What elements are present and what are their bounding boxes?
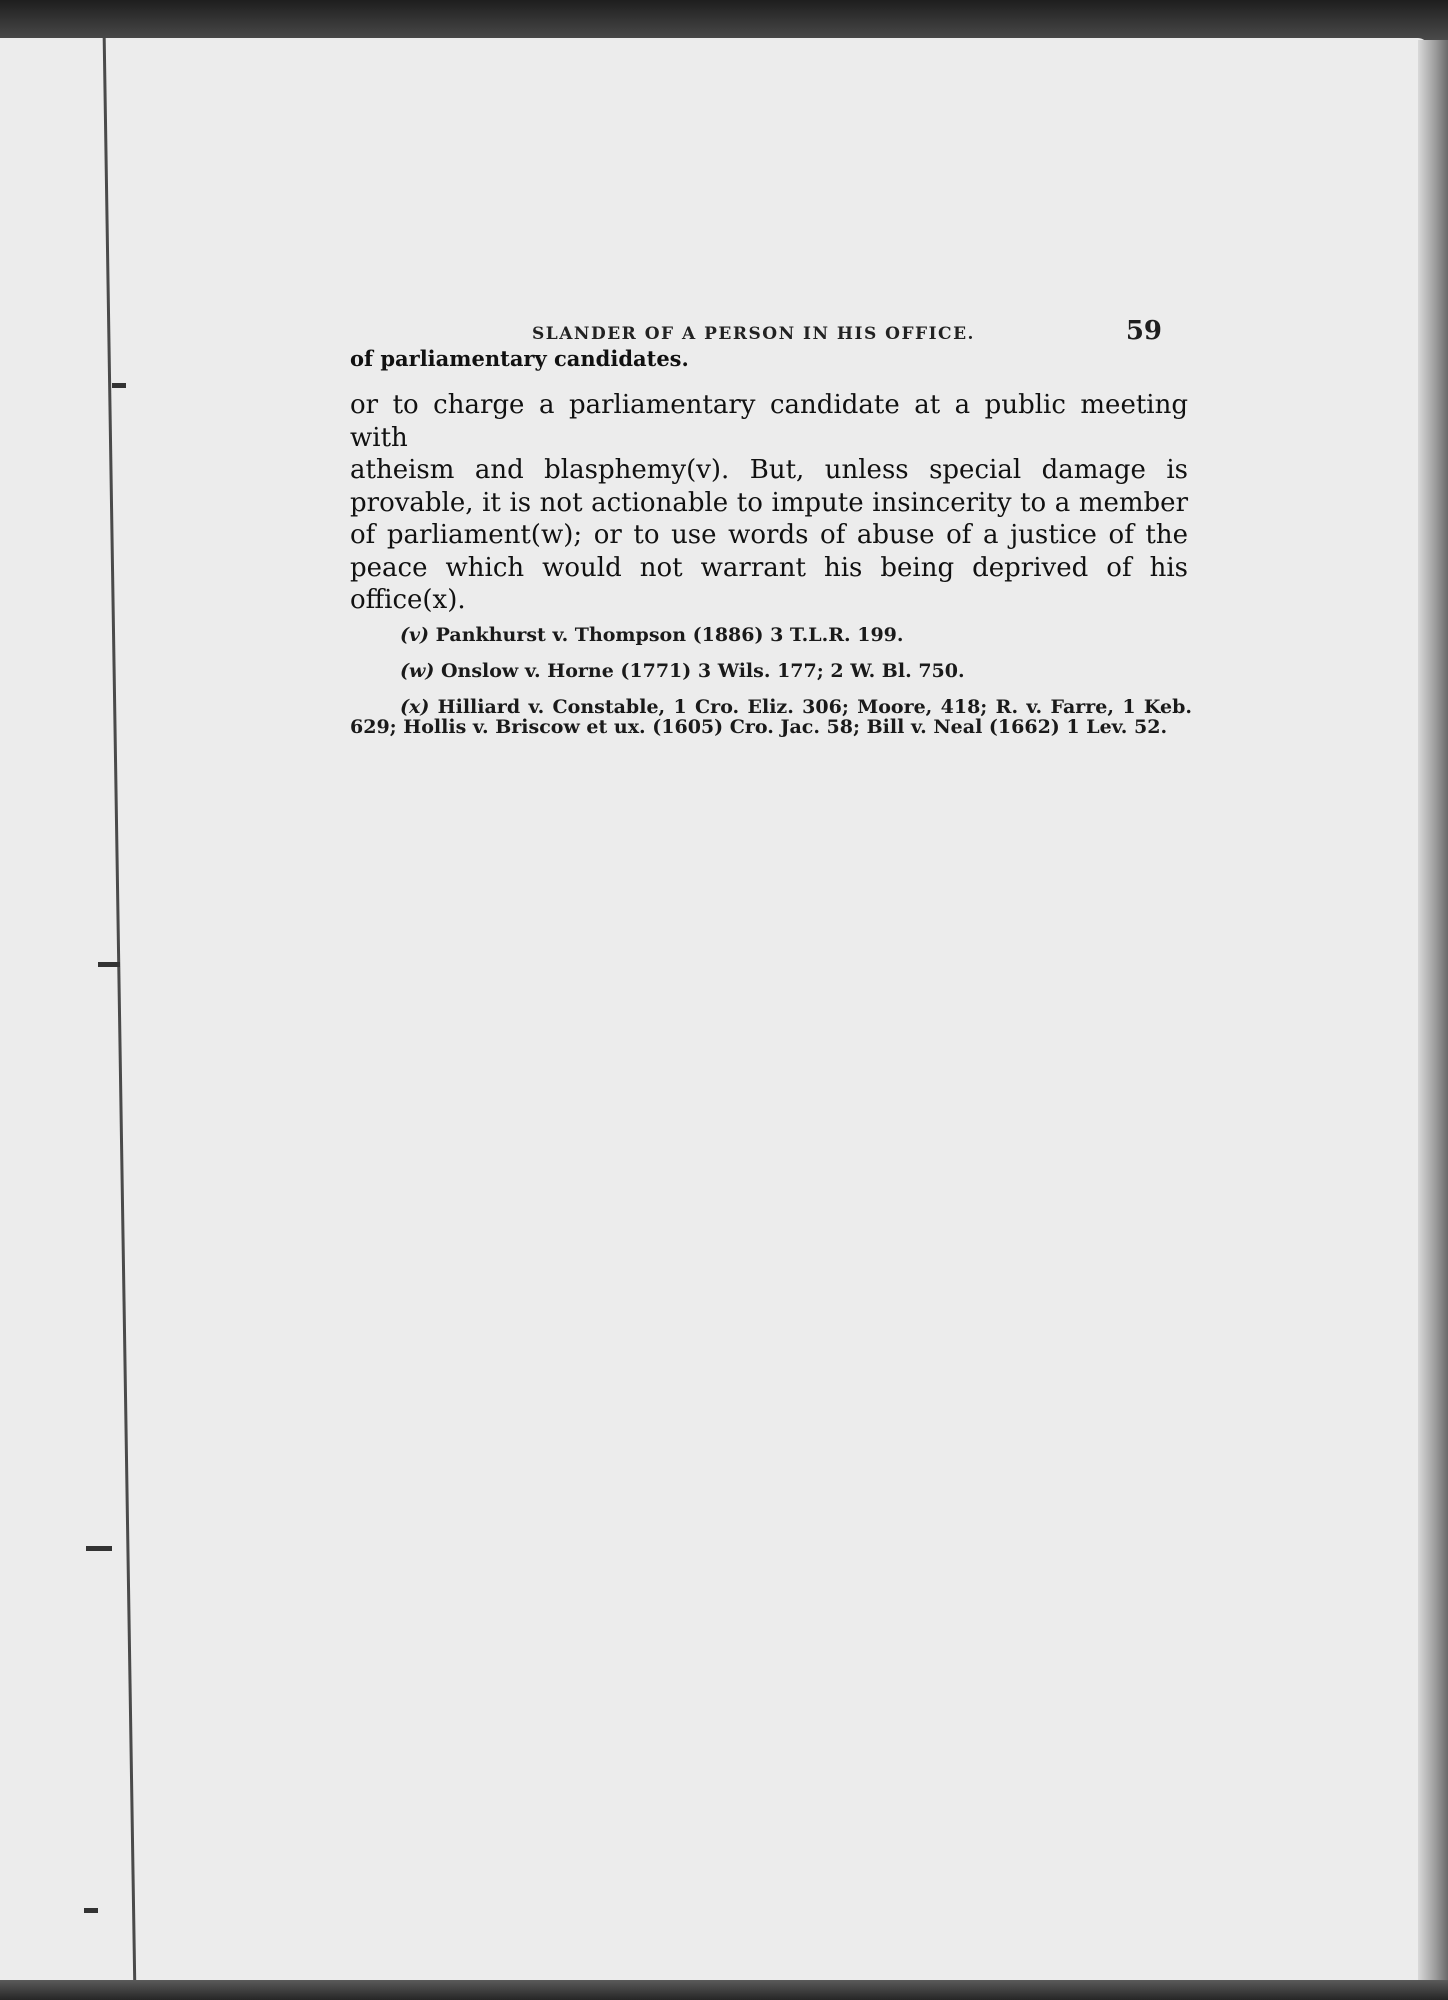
footnote-x xyxy=(350,697,1192,737)
body-paragraph xyxy=(350,389,1188,617)
book-page xyxy=(0,38,1428,1988)
binding-stitch xyxy=(84,1908,98,1913)
binding-thread xyxy=(103,38,137,1988)
scan-bottom-edge xyxy=(0,1980,1448,2000)
footnote-v xyxy=(350,625,1192,645)
footnote-text: Hilliard v. Constable, 1 Cro. Eliz. 306; Moore, 418; R. v. Farre, 1 Keb. 629; Hollis v. Briscow et ux. (1605) Cro. Jac. 58; Bill v. Neal (1662) 1 Lev. 52. xyxy=(350,696,1192,738)
binding-stitch xyxy=(98,962,120,967)
footnote-text: Pankhurst v. Thompson (1886) 3 T.L.R. 199. xyxy=(435,624,904,646)
page-number: 59 xyxy=(1125,316,1162,346)
footnote-marker: (w) xyxy=(400,660,435,682)
marginal-note: of parliamentary candidates. xyxy=(350,346,689,371)
scan-top-edge xyxy=(0,0,1448,40)
running-title: SLANDER OF A PERSON IN HIS OFFICE. xyxy=(532,324,975,344)
binding-stitch xyxy=(112,383,126,388)
binding-stitch xyxy=(86,1546,112,1551)
footnote-w xyxy=(350,661,1192,681)
paragraph-line: atheism and blasphemy(v). But, unless special damage is xyxy=(350,455,1188,485)
paragraph-line: of parliament(w); or to use words of abuse of a justice of the xyxy=(350,520,1188,550)
footnote-marker: (v) xyxy=(400,624,430,646)
paragraph-line: or to charge a parliamentary candidate at a public meeting with xyxy=(350,390,1188,453)
footnote-marker: (x) xyxy=(400,696,430,718)
paragraph-line: peace which would not warrant his being deprived of his xyxy=(350,552,1188,583)
paragraph-line: office(x). xyxy=(350,585,466,615)
footnote-text: Onslow v. Horne (1771) 3 Wils. 177; 2 W. Bl. 750. xyxy=(440,660,965,682)
paragraph-line: provable, it is not actionable to impute insincerity to a member xyxy=(350,487,1188,518)
scan-right-edge xyxy=(1418,40,1448,1985)
